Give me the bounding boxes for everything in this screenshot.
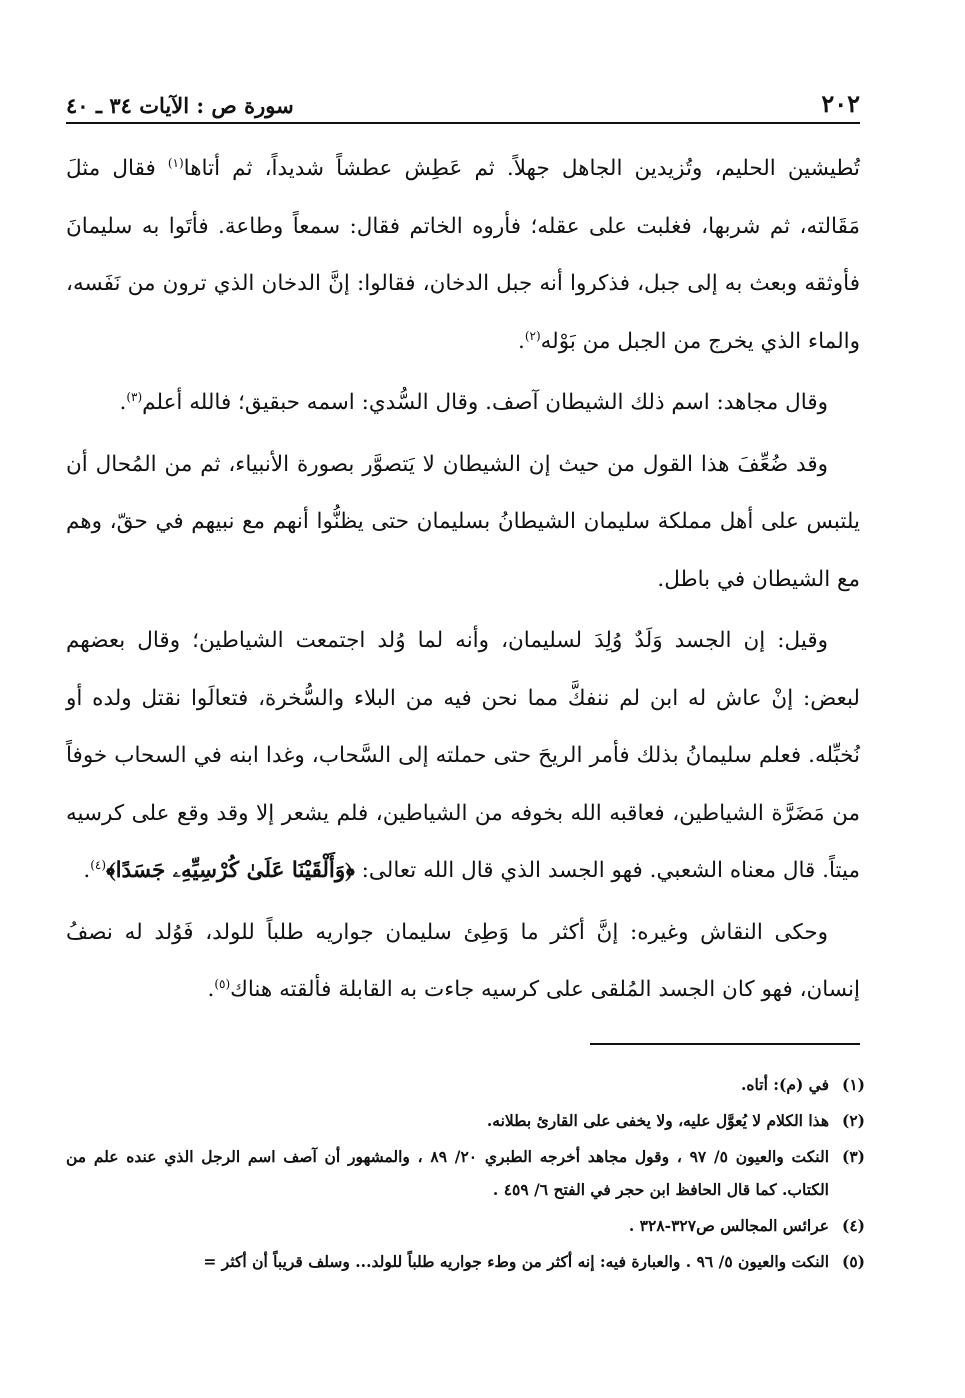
footnote-marker: (١) bbox=[167, 155, 184, 170]
footnote-text: النكت والعيون ٥/ ٩٦ . والعبارة فيه: إنه أكثر من وطء جواريه طلباً للولد... وسلف قريباً أن أكثر = bbox=[203, 1252, 829, 1271]
footnote-number: (٤) bbox=[841, 1216, 865, 1235]
paragraph bbox=[66, 140, 860, 370]
paragraph-text: . bbox=[207, 977, 215, 1002]
paragraph bbox=[66, 904, 860, 1019]
quran-verse: ﴿وَأَلْقَيْنَا عَلَىٰ كُرْسِيِّهِۦ جَسَدًا﴾ bbox=[106, 858, 355, 883]
paragraph-text: وقد ضُعِّفَ هذا القول من حيث إن الشيطان لا يَتصوَّر بصورة الأنبياء، ثم من المُحال أن يلتبس على أهل مملكة سليمان الشيطانُ بسليمان حتى يظنُّوا أنهم مع نبيهم في حقّ، وهم مع الشيطان في باطل. bbox=[66, 451, 860, 592]
paragraph-text: فقال مثلَ مَقَالته، ثم شربها، فغلبت على عقله؛ فأروه الخاتم فقال: سمعاً وطاعة. فأتَوا به سليمانَ فأوثقه وبعث به إلى جبل، فذكروا أنه جبل الدخان، فقالوا: إنَّ الدخان الذي ترون من نَفَسه، والماء الذي يخرج من الجبل من بَوْله bbox=[66, 156, 860, 354]
page-number: ٢٠٢ bbox=[821, 89, 860, 118]
paragraph bbox=[66, 612, 860, 900]
paragraph-text: . bbox=[517, 328, 525, 354]
paragraph-text: وقال مجاهد: اسم ذلك الشيطان آصف. وقال السُّدي: اسمه حبقيق؛ فالله أعلم bbox=[142, 390, 828, 415]
footnote-marker: (٥) bbox=[214, 976, 231, 991]
paragraph-text: . bbox=[119, 390, 127, 415]
footnote-text: هذا الكلام لا يُعوَّل عليه، ولا يخفى على القارئ بطلانه. bbox=[486, 1111, 829, 1130]
footnote-separator bbox=[590, 1043, 860, 1045]
paragraph-text: تُطيشين الحليم، وتُزيدين الجاهل جهلاً. ثم عَطِش عطشاً شديداً، ثم أتاها bbox=[183, 156, 860, 181]
footnote-number: (٢) bbox=[841, 1111, 865, 1130]
footnote-number: (٣) bbox=[841, 1147, 865, 1166]
paragraph-text: وقيل: إن الجسد وَلَدٌ وُلِدَ لسليمان، وأنه لما وُلد اجتمعت الشياطين؛ وقال بعضهم لبعض: إنْ عاش له ابن لم ننفكَّ مما نحن فيه من البلاء والسُّخرة، فتعالَوا نقتل ولده أو نُخبِّله. فعلم سليمانُ بذلك فأمر الريحَ حتى حملته إلى السَّحاب، وغدا ابنه في السحاب خوفاً من مَضَرَّة الشياطين، فعاقبه الله بخوفه من الشياطين، فلم يشعر إلا وقد وقع على كرسيه ميتاً. قال معناه الشعبي. فهو الجسد الذي قال الله تعالى: bbox=[66, 628, 860, 883]
main-text bbox=[66, 140, 860, 1023]
footnote bbox=[66, 1104, 865, 1137]
paragraph-text: وحكى النقاش وغيره: إنَّ أكثر ما وَطِئ سليمان جواريه طلباً للولد، فَوُلد له نصفُ إنسان، فهو كان الجسد المُلقى على كرسيه جاءت به القابلة فألقته هناك bbox=[66, 919, 860, 1002]
footnote-number: (٥) bbox=[841, 1252, 865, 1271]
page-header bbox=[66, 78, 860, 124]
footnote bbox=[66, 1140, 865, 1206]
footnote-text: في (م): أتاه. bbox=[741, 1075, 829, 1094]
footnote-marker: (٣) bbox=[126, 389, 143, 404]
footnote-marker: (٢) bbox=[524, 328, 541, 343]
paragraph bbox=[66, 374, 860, 432]
paragraph-text: . bbox=[83, 858, 91, 883]
footnote bbox=[66, 1245, 865, 1278]
footnote bbox=[66, 1068, 865, 1101]
footnote-text: النكت والعيون ٥/ ٩٧ ، وقول مجاهد أخرجه الطبري ٢٠/ ٨٩ ، والمشهور أن آصف اسم الرجل الذي عنده علم من الكتاب. كما قال الحافظ ابن حجر في الفتح ٦/ ٤٥٩ . bbox=[66, 1147, 830, 1199]
footnote-marker: (٤) bbox=[90, 857, 107, 872]
footnote-number: (١) bbox=[841, 1075, 865, 1094]
paragraph bbox=[66, 436, 860, 609]
running-title: سورة ص : الآيات ٣٤ ـ ٤٠ bbox=[66, 93, 294, 118]
footnote-text: عرائس المجالس ص٣٢٧-٣٢٨ . bbox=[628, 1216, 829, 1235]
footnotes bbox=[66, 1068, 865, 1281]
footnote bbox=[66, 1209, 865, 1242]
